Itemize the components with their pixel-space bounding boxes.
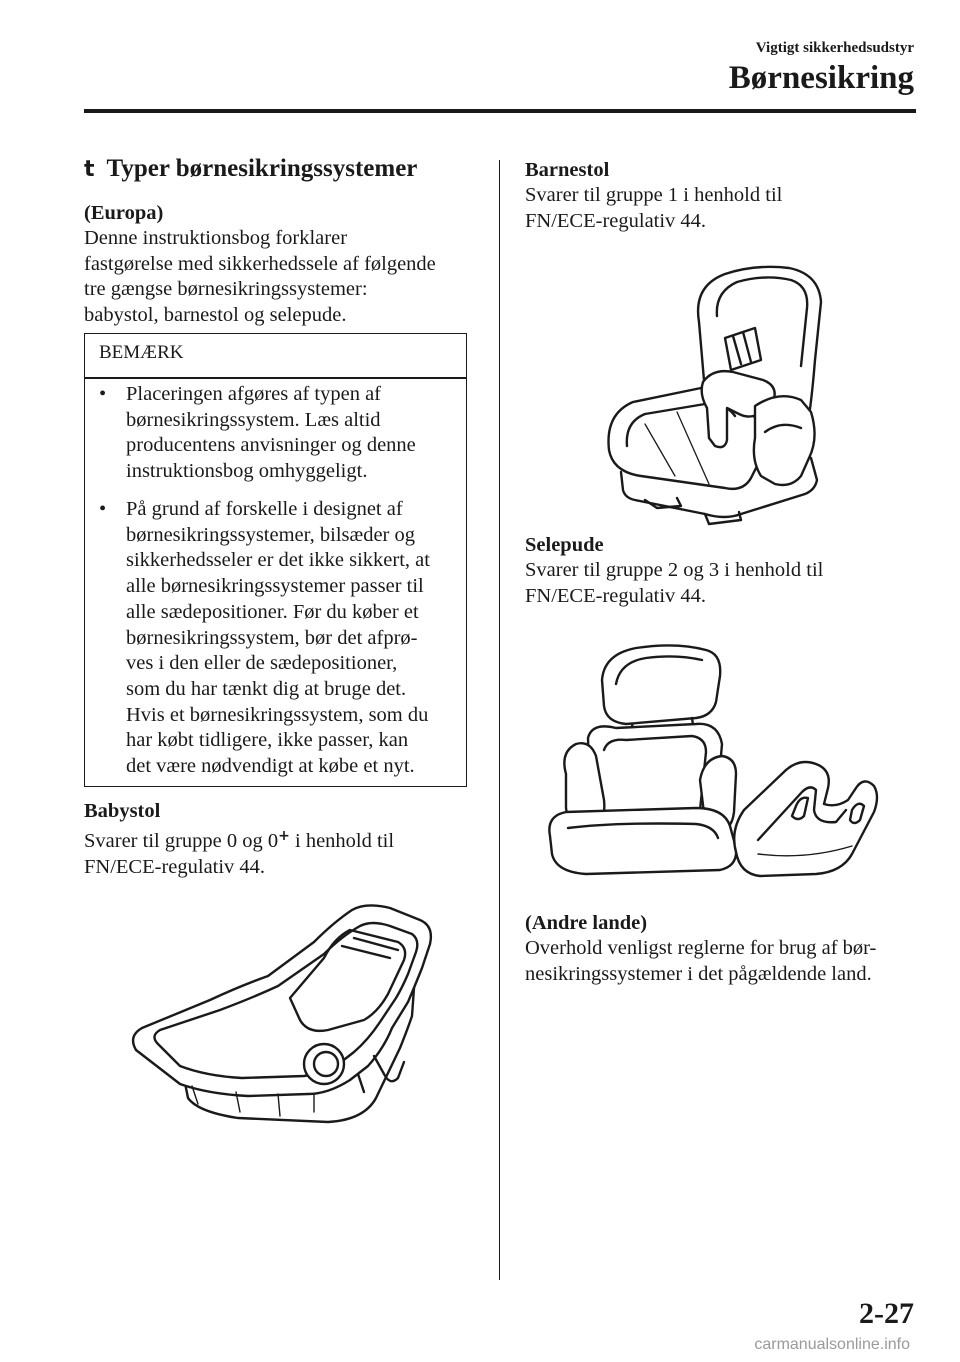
bullet-dot-icon: • — [99, 383, 107, 405]
note-line: Placeringen afgøres af typen af — [126, 383, 381, 405]
bullet-dot-icon: • — [99, 498, 107, 520]
note-line: ves i den eller de sædepositioner, — [126, 652, 398, 675]
note-line: alle sædepositioner. Før du køber et — [126, 600, 419, 623]
section-header: Vigtigt sikkerhedsudstyr — [755, 40, 914, 56]
section-heading-text: Typer børnesikringssystemer — [106, 155, 418, 182]
note-item — [99, 497, 459, 780]
note-line: instruktionsbog omhyggeligt. — [126, 460, 368, 483]
other-countries-title: (Andre lande) — [525, 912, 648, 934]
section-bullet-icon: t — [84, 157, 95, 182]
babystol-text — [84, 824, 394, 880]
note-line: børnesikringssystem, bør det afprø- — [126, 626, 418, 649]
babystol-illustration — [128, 898, 440, 1126]
barnestol-illustration — [605, 262, 831, 528]
note-line: som du har tænkt dig at bruge det. — [126, 677, 407, 700]
babystol-line: FN/ECE-regulativ 44. — [84, 855, 266, 878]
plus-superscript: + — [278, 828, 290, 844]
column-divider — [499, 160, 500, 1280]
note-line: det være nødvendigt at købe et nyt. — [126, 755, 415, 778]
note-line: alle børnesikringssystemer passer til — [126, 575, 424, 598]
note-line: Hvis et børnesikringssystem, som du — [126, 703, 429, 726]
other-countries-text — [525, 936, 876, 987]
intro-paragraph — [84, 226, 436, 329]
babystol-line: Svarer til gruppe 0 og 0+ i henhold til — [84, 828, 395, 852]
note-title: BEMÆRK — [99, 342, 184, 363]
note-line: sikkerhedsseler er det ikke sikkert, at — [126, 549, 430, 572]
europe-label: (Europa) — [84, 202, 164, 224]
selepude-title: Selepude — [525, 534, 604, 556]
barnestol-line: Svarer til gruppe 1 i henhold til — [525, 184, 783, 206]
selepude-line: Svarer til gruppe 2 og 3 i henhold til — [525, 559, 824, 581]
selepude-line: FN/ECE-regulativ 44. — [525, 584, 707, 607]
other-countries-line: Overhold venligst reglerne for brug af bør- — [525, 937, 877, 959]
note-item — [99, 382, 459, 485]
section-heading — [84, 155, 417, 183]
babystol-title: Babystol — [84, 800, 161, 822]
intro-line: fastgørelse med sikkerhedssele af følgende — [84, 252, 436, 275]
other-countries-line: nesikringssystemer i det pågældende land. — [525, 962, 872, 985]
note-line: På grund af forskelle i designet af — [126, 498, 403, 520]
header-rule — [84, 109, 916, 113]
barnestol-title: Barnestol — [525, 159, 610, 181]
barnestol-line: FN/ECE-regulativ 44. — [525, 209, 707, 232]
intro-line: babystol, barnestol og selepude. — [84, 304, 347, 327]
chapter-title: Børnesikring — [728, 60, 914, 96]
note-line: har købt tidligere, ikke passer, kan — [126, 729, 409, 752]
barnestol-text — [525, 183, 782, 234]
note-divider — [85, 377, 466, 379]
selepude-illustration — [546, 640, 880, 880]
selepude-text — [525, 558, 823, 609]
note-line: børnesikringssystemer, bilsæder og — [126, 523, 415, 546]
intro-line: Denne instruktionsbog forklarer — [84, 227, 348, 249]
note-line: børnesikringssystem. Læs altid — [126, 408, 381, 431]
page-number: 2-27 — [859, 1297, 914, 1330]
watermark: carmanualsonline.info — [754, 1336, 910, 1353]
note-box — [84, 333, 467, 787]
note-line: producentens anvisninger og denne — [126, 434, 416, 457]
intro-line: tre gængse børnesikringssystemer: — [84, 278, 368, 301]
